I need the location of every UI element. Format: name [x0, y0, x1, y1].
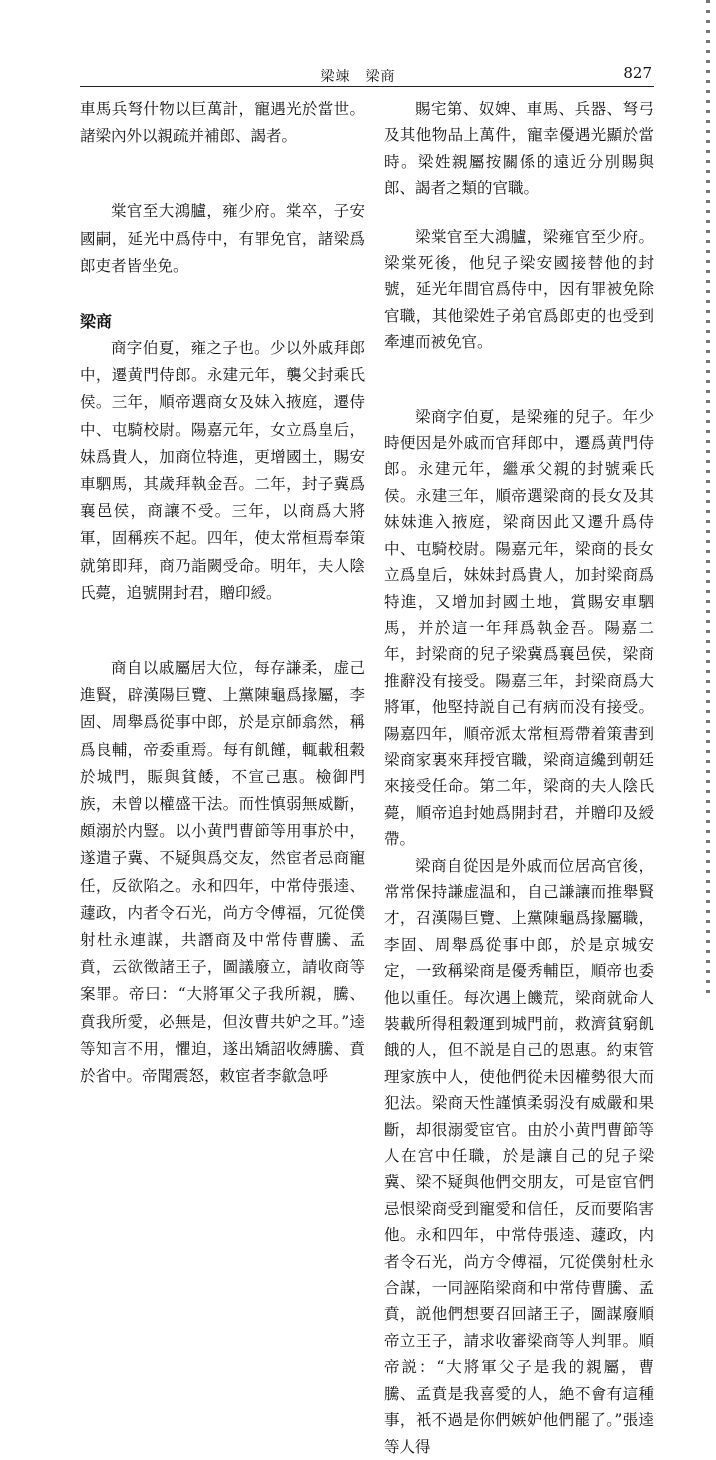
header-rule — [80, 86, 654, 87]
translation-paragraph: 梁商字伯夏，是梁雍的兒子。年少時便因是外戚而官拜郎中，遷爲黄門侍郎。永建元年，繼承父親的封號乘氏侯。永建三年，順帝選梁商的長女及其妹妹進入掖庭，梁商因此又遷升爲侍中、屯騎校尉。陽嘉元年，梁商的長女立爲皇后，妹妹封爲貴人，加封梁商爲特進，又增加封國土地，賞賜安車駟馬，并於這一年拜爲執金吾。陽嘉二年，封梁商的兒子梁冀爲襄邑侯，梁商推辭没有接受。陽嘉三年，封梁商爲大將軍，他堅持説自己有病而没有接受。陽嘉四年，順帝派太常桓焉帶着策書到梁商家裏來拜授官職，梁商這纔到朝廷來接受任命。第二年，梁商的夫人陰氏薨，順帝追封她爲開封君，并贈印及綬帶。 — [384, 407, 654, 849]
translation-column — [384, 96, 654, 1460]
page-number: 827 — [623, 64, 652, 82]
page-edge-marks — [706, 0, 710, 1000]
header-title: 梁竦 梁商 — [320, 69, 396, 85]
translation-paragraph: 梁棠官至大鴻臚，梁雍官至少府。梁棠死後，他兒子梁安國接替他的封號，延光年間官爲侍中，因有罪被免除官職，其他梁姓子弟官爲郎吏的也受到牽連而被免官。 — [384, 227, 654, 352]
original-paragraph: 商字伯夏，雍之子也。少以外戚拜郎中，遷黄門侍郎。永建元年，襲父封乘氏侯。三年，順帝選商女及妹入掖庭，遷侍中、屯騎校尉。陽嘉元年，女立爲皇后，妹爲貴人，加商位特進，更增國土，賜安車駟馬，其歲拜執金吾。二年，封子冀爲襄邑侯，商讓不受。三年，以商爲大將軍，固稱疾不起。四年，使太常桓焉奉策就第即拜，商乃詣闕受命。明年，夫人陰氏薨，追號開封君，贈印綬。 — [80, 339, 365, 602]
translation-paragraph: 賜宅第、奴婢、車馬、兵器、弩弓及其他物品上萬件，寵幸優遇光顯於當時。梁姓親屬按關係的遠近分別賜與郎、謁者之類的官職。 — [384, 100, 654, 198]
section-title: 梁商 — [80, 312, 113, 332]
original-paragraph: 棠官至大鴻臚，雍少府。棠卒，子安國嗣，延光中爲侍中，有罪免官，諸梁爲郎吏者皆坐免。 — [80, 202, 365, 275]
original-paragraph: 車馬兵弩什物以巨萬計，寵遇光於當世。諸梁內外以親疏并補郎、謁者。 — [80, 100, 365, 146]
translation-paragraph: 梁商自從因是外戚而位居高官後，常常保持謙虚温和，自己謙讓而推舉賢才，召漢陽巨覽、上黨陳龜爲掾屬職，李固、周舉爲從事中郎，於是京城安定，一致稱梁商是優秀輔臣，順帝也委他以重任。每次遇上饑荒，梁商就命人裝載所得租穀運到城門前，救濟貧窮飢餓的人，但不説是自己的恩惠。約束管理家族中人，使他們從未因權勢很大而犯法。梁商天性謹慎柔弱没有威嚴和果斷，却很溺愛宦官。由於小黄門曹節等人在宫中任職，於是讓自己的兒子梁冀、梁不疑與他們交朋友，可是宦官們忌恨梁商受到寵愛和信任，反而要陷害他。永和四年，中常侍張逵、蘧政，内者令石光，尚方令傅福，冗從僕射杜永合謀，一同誣陷梁商和中常侍曹騰、孟賁，説他們想要召回諸王子，圖謀廢順帝立王子，請求收審梁商等人判罪。順帝説：“大將軍父子是我的親屬，曹騰、孟賁是我喜愛的人，絶不會有這種事，衹不過是你們嫉妒他們罷了。”張逵等人得 — [384, 856, 654, 1456]
original-paragraph: 商自以戚屬居大位，每存謙柔，虚己進賢，辟漢陽巨覽、上黨陳龜爲掾屬，李固、周舉爲從事中郎，於是京師翕然，稱爲良輔，帝委重焉。每有飢饉，輒載租穀於城門，賑與貧餧，不宣己惠。檢御門族，未曾以權盛干法。而性慎弱無威斷，頗溺於内豎。以小黄門曹節等用事於中，遂遣子冀、不疑與爲交友，然宦者忌商寵任，反欲陷之。永和四年，中常侍張逵、蘧政，内者令石光，尚方令傅福，冗從僕射杜永連謀，共譖商及中常侍曹騰、孟賁，云欲徵諸王子，圖議廢立，請收商等案罪。帝曰：“大將軍父子我所親，騰、賁我所愛，必無是，但汝曹共妒之耳。”逵等知言不用，懼迫，遂出矯詔收縛騰、賁於省中。帝聞震怒，敕宦者李歙急呼 — [80, 659, 365, 1086]
original-text-column — [80, 96, 365, 1090]
